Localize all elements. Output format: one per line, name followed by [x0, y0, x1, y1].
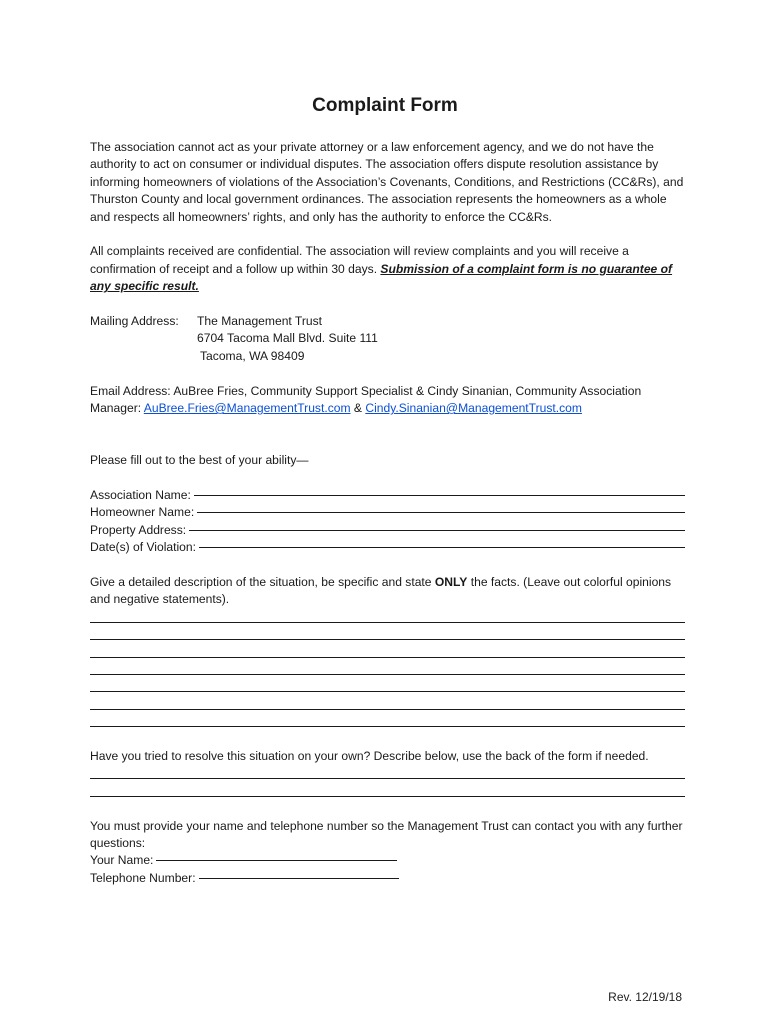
- violation-dates-blank[interactable]: [199, 547, 685, 548]
- your-name-field: [90, 852, 685, 869]
- violation-dates-label: Date(s) of Violation:: [90, 540, 196, 555]
- resolve-line[interactable]: [90, 783, 685, 800]
- description-text-end: the facts. (Leave out colorful opinions and negative statements).: [90, 575, 672, 607]
- description-line[interactable]: [90, 696, 685, 713]
- description-line[interactable]: [90, 713, 685, 730]
- intro-paragraph: The association cannot act as your private attorney or a law enforcement agency, and we do not have the authority to act on consumer or individual disputes. The association offers dispute resolution assistance by informing homeowners of violations of the Association’s Covenants, Conditions, and Restrictions (CC&Rs), and Thurston County and local government ordinances. The association represents the homeowners as a whole and respects all homeowners’ rights, and only has the authority to enforce the CC&Rs.: [90, 140, 684, 224]
- revision-date: Rev. 12/19/18: [608, 990, 682, 1004]
- mailing-address-label: Mailing Address:: [90, 314, 179, 329]
- description-prompt: [90, 574, 685, 609]
- property-address-blank[interactable]: [189, 530, 685, 531]
- mailing-address: [90, 313, 685, 365]
- form-body: [90, 139, 685, 887]
- mailing-line-1: The Management Trust: [197, 314, 323, 329]
- instructions: Please fill out to the best of your ability—: [90, 453, 309, 468]
- telephone-label: Telephone Number:: [90, 870, 196, 885]
- telephone-blank[interactable]: [199, 878, 399, 879]
- aubree-email-link[interactable]: AuBree.Fries@ManagementTrust.com: [143, 401, 351, 416]
- property-address-field: [90, 522, 685, 539]
- confidential-text: All complaints received are confidential. The association will review complaints and you will receive a confirmation of receipt and a follow up within 30 days.: [90, 244, 629, 276]
- confidential-paragraph: [90, 243, 685, 295]
- description-line[interactable]: [90, 644, 685, 661]
- association-name-label: Association Name:: [90, 488, 191, 503]
- resolve-lines[interactable]: [90, 765, 685, 800]
- description-only: ONLY: [434, 575, 468, 589]
- email-amp: &: [350, 401, 366, 416]
- email-paragraph: [90, 383, 685, 418]
- cindy-email-link[interactable]: Cindy.Sinanian@ManagementTrust.com: [365, 401, 582, 416]
- description-line[interactable]: [90, 661, 685, 678]
- mailing-line-3: Tacoma, WA 98409: [200, 348, 305, 363]
- association-name-blank[interactable]: [194, 495, 685, 496]
- description-line[interactable]: [90, 626, 685, 643]
- resolve-line[interactable]: [90, 765, 685, 782]
- description-line[interactable]: [90, 678, 685, 695]
- homeowner-name-field: [90, 504, 685, 521]
- telephone-field: [90, 870, 685, 887]
- no-guarantee-notice: Submission of a complaint form is no guarantee of any specific result.: [90, 261, 673, 294]
- description-text: Give a detailed description of the situation, be specific and state: [90, 575, 435, 589]
- violation-dates-field: [90, 539, 685, 556]
- mailing-line-2: 6704 Tacoma Mall Blvd. Suite 111: [197, 331, 378, 346]
- homeowner-name-blank[interactable]: [197, 512, 685, 513]
- resolve-prompt: Have you tried to resolve this situation on your own? Describe below, use the back of the form if needed.: [90, 748, 649, 763]
- email-text: Email Address: AuBree Fries, Community Support Specialist & Cindy Sinanian, Community Association Manager:: [90, 383, 642, 416]
- contact-prompt: You must provide your name and telephone number so the Management Trust can contact you with any further questions:: [90, 818, 683, 850]
- description-line[interactable]: [90, 609, 685, 626]
- homeowner-name-label: Homeowner Name:: [90, 505, 195, 520]
- description-lines[interactable]: [90, 609, 685, 731]
- association-name-field: [90, 487, 685, 504]
- your-name-label: Your Name:: [90, 853, 154, 868]
- property-address-label: Property Address:: [90, 522, 187, 537]
- page-title: Complaint Form: [312, 95, 458, 116]
- your-name-blank[interactable]: [156, 860, 397, 861]
